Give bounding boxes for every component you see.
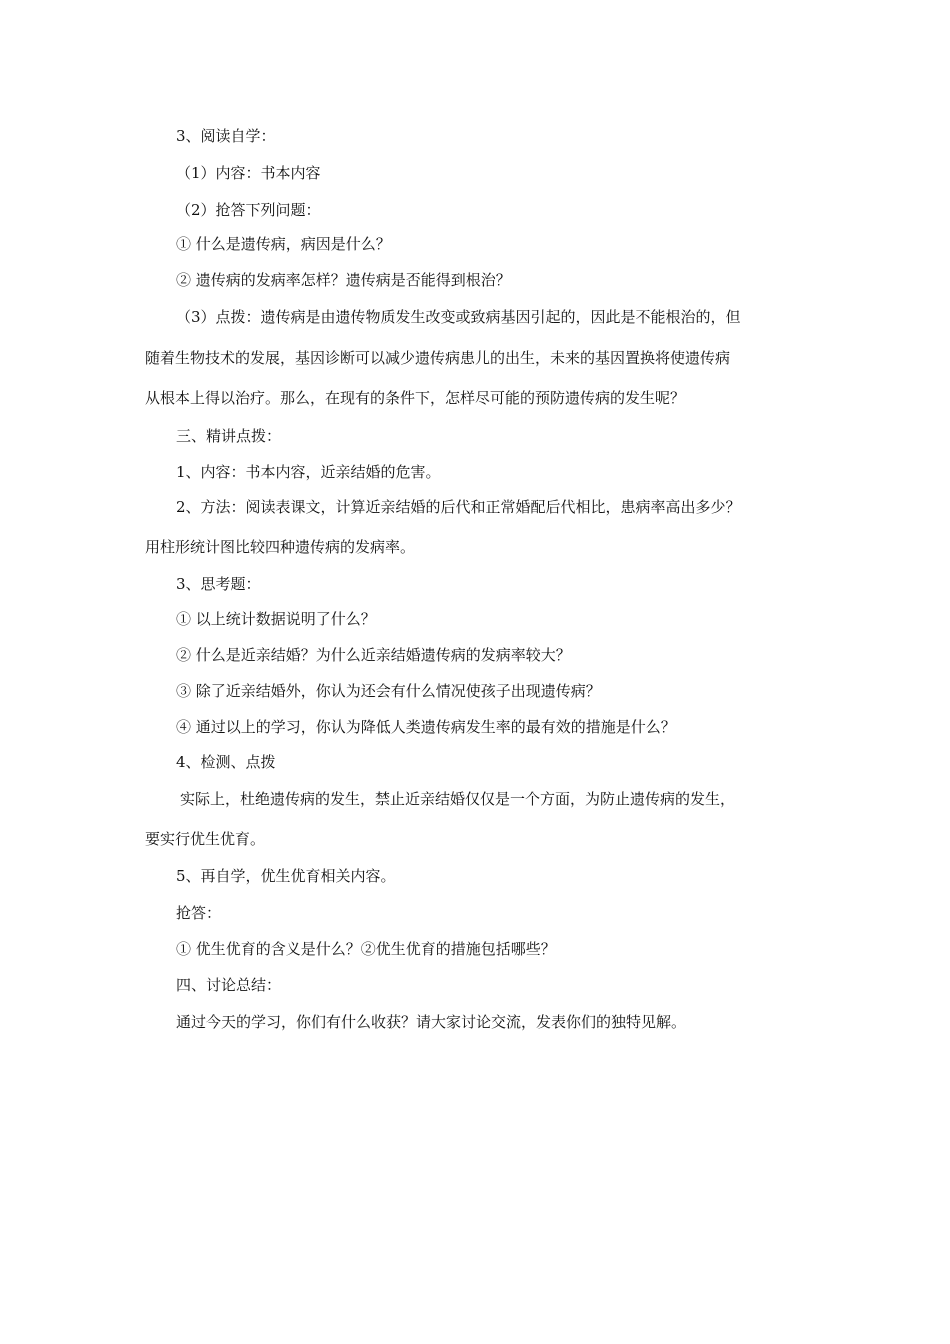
paragraph-line: （3）点拨：遗传病是由遗传物质发生改变或致病基因引起的，因此是不能根治的，但 [176, 308, 741, 326]
question-item: ③ 除了近亲结婚外，你认为还会有什么情况使孩子出现遗传病？ [176, 682, 601, 700]
paragraph-line: 实际上，杜绝遗传病的发生，禁止近亲结婚仅仅是一个方面，为防止遗传病的发生， [180, 790, 736, 808]
section-heading: 4、检测、点拨 [176, 753, 276, 771]
paragraph-line: 1、内容：书本内容，近亲结婚的危害。 [176, 463, 441, 481]
question-item: ④ 通过以上的学习，你认为降低人类遗传病发生率的最有效的措施是什么？ [176, 718, 676, 736]
section-heading: 5、再自学，优生优育相关内容。 [176, 867, 396, 885]
question-item: ② 遗传病的发病率怎样？遗传病是否能得到根治？ [176, 271, 511, 289]
section-heading: 四、讨论总结： [176, 976, 282, 994]
paragraph-line: 用柱形统计图比较四种遗传病的发病率。 [145, 538, 416, 556]
paragraph-line: （2）抢答下列问题： [176, 201, 321, 219]
section-heading: 三、精讲点拨： [176, 427, 282, 445]
paragraph-line: 随着生物技术的发展，基因诊断可以减少遗传病患儿的出生，未来的基因置换将使遗传病 [145, 349, 731, 367]
paragraph-line: 通过今天的学习，你们有什么收获？请大家讨论交流，发表你们的独特见解。 [176, 1013, 687, 1031]
question-item: ① 以上统计数据说明了什么？ [176, 610, 376, 628]
question-item: ① 什么是遗传病，病因是什么？ [176, 235, 391, 253]
paragraph-line: 2、方法：阅读表课文，计算近亲结婚的后代和正常婚配后代相比，患病率高出多少？ [176, 498, 741, 516]
paragraph-line: 抢答： [176, 904, 222, 922]
section-heading: 3、思考题： [176, 575, 261, 593]
paragraph-line: （1）内容：书本内容 [176, 164, 321, 182]
question-item: ② 什么是近亲结婚？为什么近亲结婚遗传病的发病率较大？ [176, 646, 571, 664]
section-heading: 3、阅读自学： [176, 127, 276, 145]
question-item: ① 优生优育的含义是什么？②优生优育的措施包括哪些？ [176, 940, 556, 958]
paragraph-line: 要实行优生优育。 [145, 830, 266, 848]
paragraph-line: 从根本上得以治疗。那么，在现有的条件下，怎样尽可能的预防遗传病的发生呢？ [145, 389, 686, 407]
